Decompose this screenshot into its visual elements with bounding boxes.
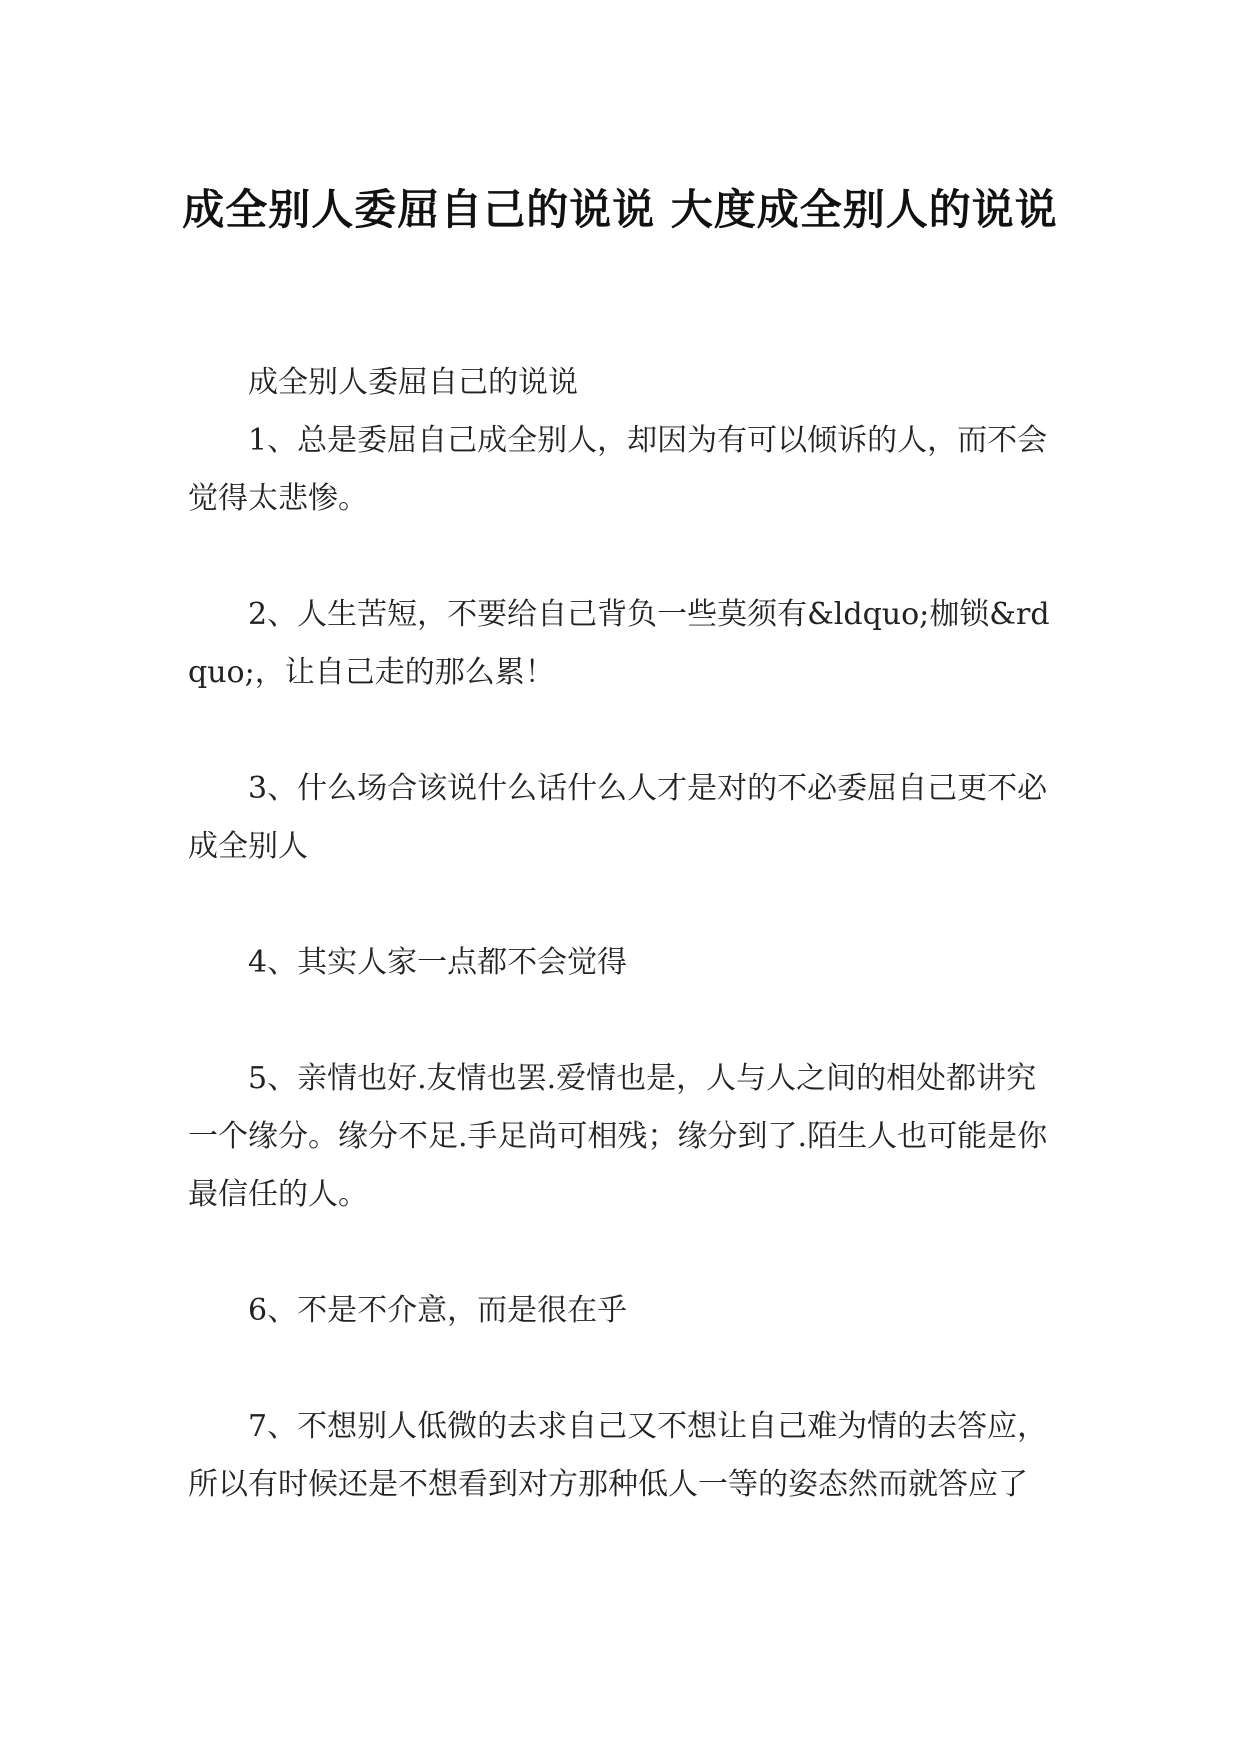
list-item-6: 6、不是不介意，而是很在乎 bbox=[248, 1293, 628, 1328]
list-item-4: 4、其实人家一点都不会觉得 bbox=[248, 945, 628, 980]
section-heading: 成全别人委屈自己的说说 bbox=[248, 365, 578, 400]
document-body bbox=[188, 354, 1054, 1514]
list-item-7: 7、不想别人低微的去求自己又不想让自己难为情的去答应，所以有时候还是不想看到对方那种低人一等的姿态然而就答应了 bbox=[188, 1409, 1048, 1502]
list-item-3: 3、什么场合该说什么话什么人才是对的不必委屈自己更不必成全别人 bbox=[188, 771, 1048, 864]
document-title: 成全别人委屈自己的说说 大度成全别人的说说 bbox=[182, 185, 1058, 235]
list-item-1: 1、总是委屈自己成全别人，却因为有可以倾诉的人，而不会觉得太悲惨。 bbox=[188, 423, 1048, 516]
list-item-2: 2、人生苦短，不要给自己背负一些莫须有&ldquo;枷锁&rdquo;，让自己走的那么累！ bbox=[188, 597, 1050, 690]
list-item-5: 5、亲情也好.友情也罢.爱情也是，人与人之间的相处都讲究一个缘分。缘分不足.手足尚可相残；缘分到了.陌生人也可能是你最信任的人。 bbox=[188, 1061, 1048, 1212]
